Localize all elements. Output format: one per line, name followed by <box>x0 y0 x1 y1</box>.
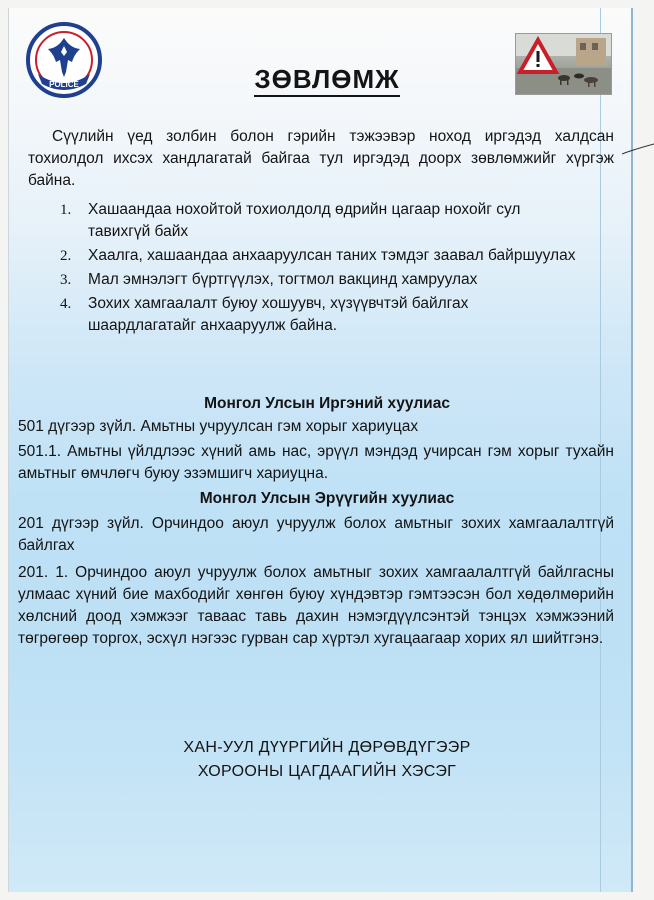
list-item-text: Хашаандаа нохойтой тохиолдолд өдрийн цагаар нохойг сул тавихгүй байх <box>88 201 521 240</box>
signature-block <box>0 736 654 784</box>
scan-mark <box>622 140 654 160</box>
civil-law-title: Монгол Улсын Иргэний хуулиас <box>204 395 450 412</box>
advice-list <box>60 199 580 339</box>
page-title-text: ЗӨВЛӨМЖ <box>254 64 399 97</box>
logo-text: POLICE <box>49 80 79 89</box>
list-item-text: Хаалга, хашаандаа анхааруулсан таних тэмдэг заавал байршуулах <box>88 247 576 264</box>
list-number: 2. <box>60 248 72 264</box>
list-number: 3. <box>60 272 72 288</box>
signature-line-1: ХАН-УУЛ ДҮҮРГИЙН ДӨРӨВДҮГЭЭР <box>183 739 471 756</box>
signature-line-2: ХОРООНЫ ЦАГДААГИЙН ХЭСЭГ <box>197 763 457 780</box>
page-title <box>0 64 654 95</box>
list-item <box>60 245 580 267</box>
list-item <box>60 199 580 243</box>
list-item-text: Зохих хамгаалалт буюу хошуувч, хүзүүвчтэй байлгах шаардлагатайг анхааруулж байна. <box>88 295 469 334</box>
civil-law-clause: 501.1. Амьтны үйлдлээс хүний амь нас, эрүүл мэндэд учирсан гэм хорыг тухайн амьтныг өмчлөгч буюу эзэмшигч хариуцна. <box>18 443 614 482</box>
criminal-law-title: Монгол Улсын Эрүүгийн хуулиас <box>199 490 455 507</box>
civil-law-article: 501 дүгээр зүйл. Амьтны учруулсан гэм хорыг хариуцах <box>18 418 419 435</box>
list-number: 4. <box>60 296 72 312</box>
list-item <box>60 293 580 337</box>
intro-paragraph: Сүүлийн үед золбин болон гэрийн тэжээвэр ноход иргэдэд халдсан тохиолдол ихсэх хандлагатай байгаа тул иргэдэд доорх зөвлөмжийг хүргэж байна. <box>28 128 614 189</box>
list-item-text: Мал эмнэлэгт бүртгүүлэх, тогтмол вакцинд хамруулах <box>88 271 478 288</box>
list-number: 1. <box>60 202 72 218</box>
list-item <box>60 269 580 291</box>
criminal-law-article: 201 дүгээр зүйл. Орчиндоо аюул учруулж болох амьтныг зохих хамгаалалтгүй байлгах <box>18 515 614 554</box>
criminal-law-clause: 201. 1. Орчиндоо аюул учруулж болох амьтныг зохих хамгаалалтгүй байлгасны улмаас хүний бие махбодийг хөнгөн буюу хүндэвтэр гэмтээсэн бол хөдөлмөрийн хөлсний доод хэмжээг таваас тавь дахин нэмэгдүүлсэнтэй тэнцэх хэмжээний төгрөгөөр торгох, эсхүл нэгээс гурван сар хүртэл хугацаагаар хорих ял шийтгэнэ. <box>18 564 614 647</box>
